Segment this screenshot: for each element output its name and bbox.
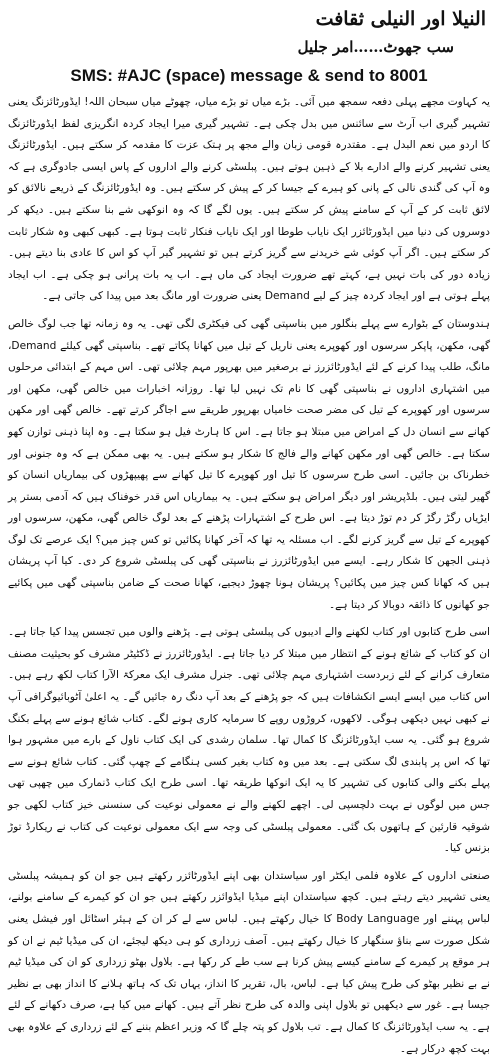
paragraph-banaspati-ghee: ہندوستان کے بٹوارے سے پہلے بنگلور میں بناسپتی گھی کی فیکٹری لگی تھی۔ یہ وہ زمانہ تھا جب لوگ خالص گھی، مکھن، پاپکر سرسوں اور کھوپرے یعنی ناریل کے تیل میں کھانا پکاتے تھے۔ بناسپتی گھی کیلئے Demand، مانگ، طلب پیدا کرنے کے لئے ایڈورٹائزرز نے برصغیر میں بھرپور مہم چلائی تھی۔ اس مہم کے ابتدائی مرحلوں میں اشتہاری اداروں نے بناسپتی گھی کا نام تک نہیں لیا تھا۔ روزانہ اخبارات میں خالص گھی، مکھن اور سرسوں اور کھوپرے کے تیل کی مضر صحت خامیاں بھرپور طریقے سے اجاگر کرتے تھے۔ خالص گھی اور مکھن کھانے سے انسان دل کے امراض میں مبتلا ہو جاتا ہے۔ اس کا ہارٹ فیل ہو سکتا ہے۔ وہ اپنا ذہنی توازن کھو سکتا ہے۔ خالص گھی اور مکھن کھانے والے فالج کا شکار ہو سکتے ہیں۔ یہ بھی ممکن ہے کہ وہ جنونی اور خطرناک بن جائیں۔ اسی طرح سرسوں کا تیل اور کھوپرے کا تیل کھانے سے پھیپھڑوں کی بیماریاں انسان کو گھیر لیتی ہیں۔ بلڈپریشر اور دیگر امراض ہو سکتے ہیں۔ یہ بیماریاں اس قدر خوفناک ہیں کہ آدمی بستر پر ایڑیاں رگڑ رگڑ کر دم توڑ دیتا ہے۔ اس طرح کے اشتہارات پڑھنے کے بعد لوگ خالص گھی، مکھن، سرسوں اور کھوپرے کے تیل سے گریز کرنے لگے۔ اب مسئلہ یہ تھا کہ آخر کھانا پکائیں تو کس چیز میں؟ ایک عرصے تک لوگ ذہنی الجھن کا شکار رہے۔ ایسے میں ایڈورٹائزرز نے بناسپتی گھی کی پبلسٹی شروع کر دی۔ کیا آپ پریشان ہیں کہ کھانا کس چیز میں پکائیں؟ پریشان ہونا چھوڑ دیجیے، کھانا صحت کے ضامن بناسپتی گھی میں پکائیے جو کھانوں کا ذائقہ دوبالا کر دیتا ہے۔ xyxy=(8,317,490,611)
column-title: النیلا اور النیلی ثقافت xyxy=(315,8,486,30)
paragraph-intro: یہ کہاوت مجھے پہلی دفعہ سمجھ میں آئی۔ بڑے میاں تو بڑے میاں، چھوٹے میاں سبحان اللہ! ایڈورٹائزنگ یعنی تشہیر گیری اب آرٹ سے سائنس میں بدل چکی ہے۔ تشہیر گیری میرا ایجاد کردہ انگریزی لفظ ایڈورٹائزنگ کا اردو میں نعم البدل ہے۔ مقتدرہ قومی زبان والے مجھ پر ہتک عزت کا مقدمہ کر سکتے ہیں۔ ایڈورٹائزنگ یعنی تشہیر کرنے والے ادارے بلا کے ذہین ہوتے ہیں۔ پبلسٹی کرنے والے اداروں کے پاس ایسی جادوگری ہے کہ وہ آپ کی گندی نالی کے پانی کو ہیرے کے جیسا کر کے پیش کر سکتے ہیں۔ وہ ایڈورٹائزنگ کے ذریعے نالائق کو لائق ثابت کر کے آپ کے سامنے پیش کر سکتے ہیں۔ یوں لگے گا کہ وہ انوکھی شے بنا سکتے ہیں۔ دیکھ کر دوسروں کی دنیا میں ایڈورٹائزر ایک نایاب طوطا اور ایک نایاب فنکار ثابت ہوتا ہے۔ کبھی کبھی وہ شکار ثابت کر سکتے ہیں۔ اگر آپ کوئی شے خریدنے سے گریز کرتے ہیں تو تشہیر گیر آپ کو اس کا عادی بنا دیتے ہیں۔ زیادہ دور کی بات نہیں ہے، کہتے تھے ضرورت ایجاد کی ماں ہے۔ اب یہ بات پرانی ہو چکی ہے۔ اب ایجاد پہلے ہوتی ہے اور ایجاد کردہ چیز کے لیے Demand یعنی ضرورت اور مانگ بعد میں پیدا کی جاتی ہے۔ xyxy=(8,96,490,303)
column-byline: سب جھوٹ……امر جلیل xyxy=(297,38,454,56)
sms-contact-line: SMS: #AJC (space) message & send to 8001 xyxy=(70,66,428,85)
paragraph-books-publicity: اسی طرح کتابوں اور کتاب لکھنے والے ادیبوں کی پبلسٹی ہوتی ہے۔ پڑھنے والوں میں تجسس پیدا کیا جاتا ہے۔ ان کو کتاب کے شائع ہونے کے انتظار میں مبتلا کر دیا جاتا ہے۔ ایڈورٹائزرز نے ڈکٹیٹر مشرف کو بحیثیت مصنف متعارف کرانے کے لئے زبردست اشتہاری مہم چلائی تھی۔ جنرل مشرف ایک معرکۃ الآرا کتاب لکھ رہے ہیں۔ اس کتاب میں ایسے ایسے انکشافات ہیں کہ جو پڑھنے کے بعد آپ دنگ رہ جائیں گے۔ یہ اعلیٰ آٹوبائیوگرافی آپ نے کبھی نہیں دیکھی ہوگی۔ لاکھوں، کروڑوں روپے کا سرمایہ کاری ہونے لگے۔ کتاب شائع ہونے سے پہلے بکنگ شروع ہو گئی۔ یہ سب ایڈورٹائزنگ کا کمال تھا۔ سلمان رشدی کی ایک کتاب ناول کے بارے میں مشہور ہوا تھا کہ اس پر پابندی لگ سکتی ہے۔ بعد میں وہ کتاب بغیر کسی ہنگامے کے چھپ گئی۔ کتاب شائع ہونے سے پہلے بکنے والی کتابوں کی تشہیر کا یہ ایک انوکھا طریقہ تھا۔ اسی طرح ایک کتاب ڈنمارک میں چھپی تھی جس میں لوگوں نے بہت دلچسپی لی۔ اچھے لکھنے والے نے معمولی نوعیت کی سنسنی خیز کتاب لکھی جو شوقیہ قارئین کے ہاتھوں بک گئی۔ معمولی پبلسٹی کی وجہ سے ایک معمولی نوعیت کی کتاب نے ریکارڈ توڑ بزنس کیا۔ xyxy=(8,626,490,855)
paragraph-politicians-media: صنعتی اداروں کے علاوہ فلمی ایکٹر اور سیاستدان بھی اپنے ایڈورٹائزر رکھتے ہیں جو ان کو ہمیشہ پبلسٹی یعنی تشہیر دیتے رہتے ہیں۔ کچھ سیاستدان اپنے میڈیا ایڈوائزر رکھتے ہیں جو ان کو کیمرے کے سامنے بولنے، لباس پہننے اور Body Language کا خیال رکھتے ہیں۔ لباس سے لے کر ان کے ہیئر اسٹائل اور فیشل یعنی شکل صورت سے بناؤ سنگھار کا خیال رکھتے ہیں۔ آصف زرداری کو ہی دیکھ لیجئے، ان کی میڈیا ٹیم نے ان کو ہر موقع پر کیمرے کے سامنے کیسے پیش کرنا ہے سب طے کر رکھا ہے۔ بلاول بھٹو زرداری کو ان کی میڈیا ٹیم نے بے نظیر بھٹو کی طرح پیش کیا ہے۔ لباس، بال، تقریر کا انداز، یہاں تک کہ ہاتھ ہلانے کا انداز بھی بے نظیر جیسا ہے۔ غور سے دیکھیں تو بلاول اپنی والدہ کی طرح نظر آتے ہیں۔ کھانے میں کیا ہے، صرف دکھانے کے لئے ہے۔ یہ سب ایڈورٹائزنگ کا کمال ہے۔ تب بلاول کو پتہ چلے گا کہ وزیر اعظم بننے کے لئے زرداری کے علاوہ بھی بہت کچھ درکار ہے۔ xyxy=(8,869,490,1055)
